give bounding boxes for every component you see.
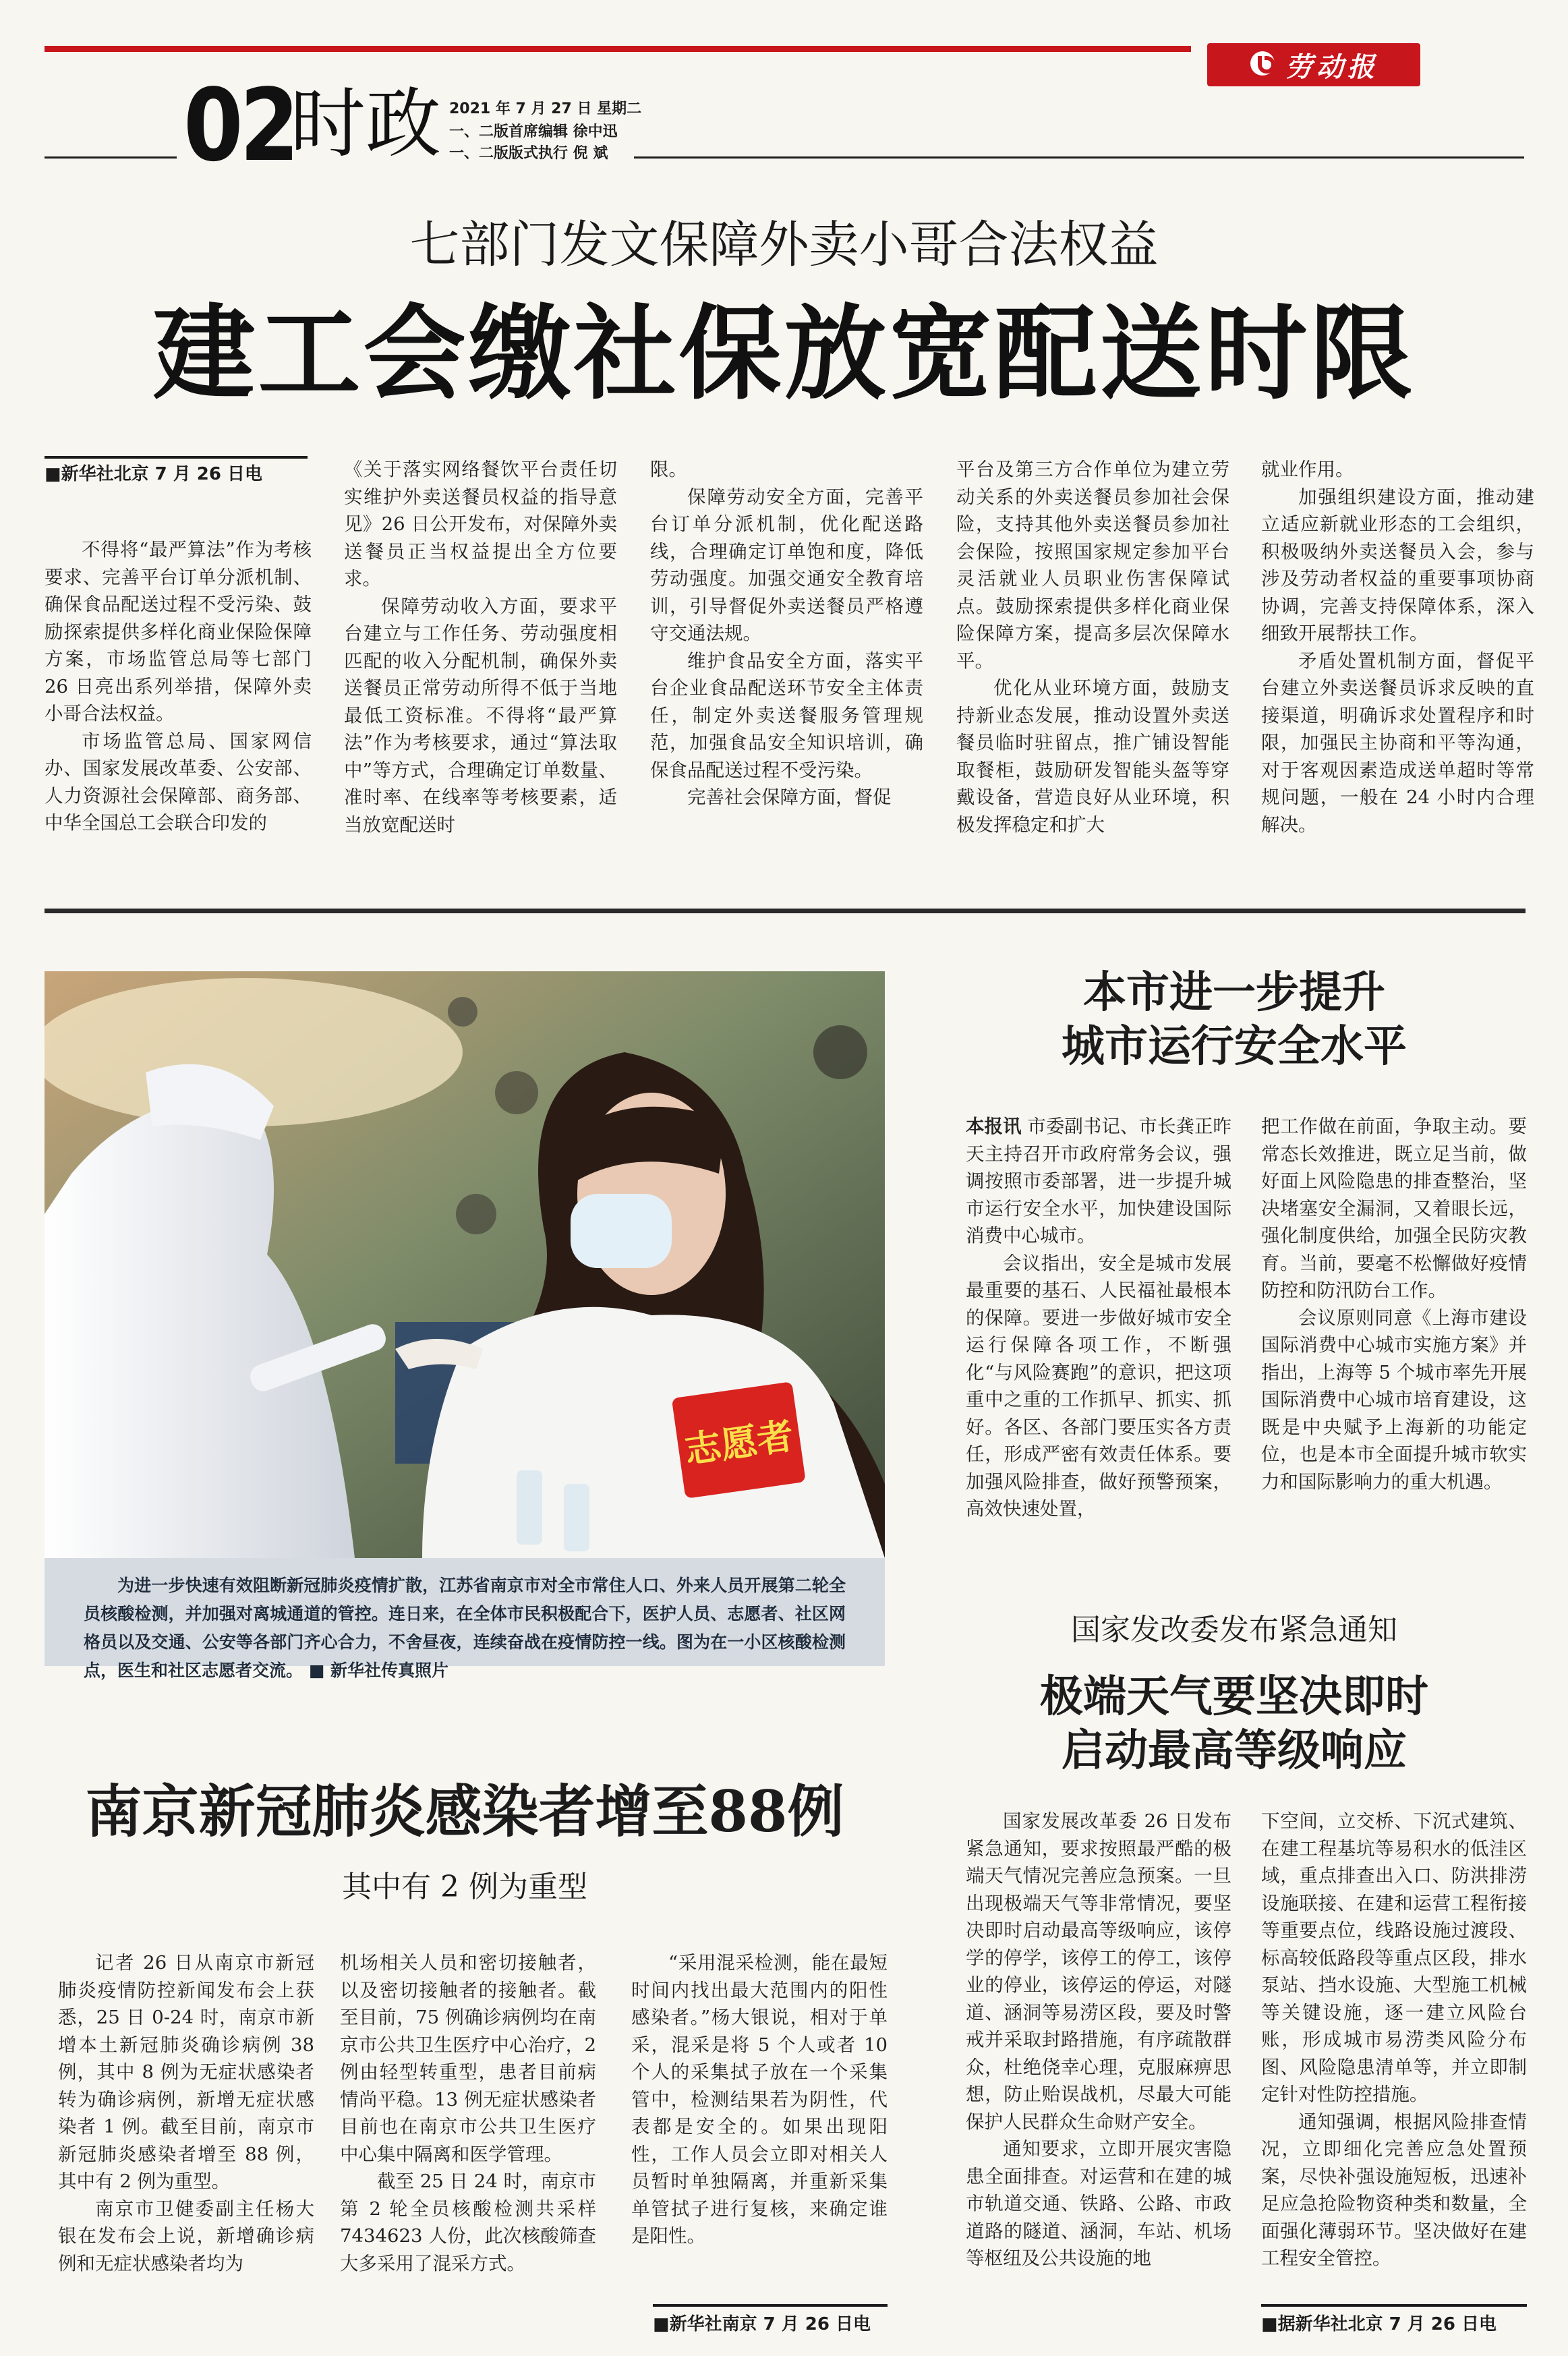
- paragraph: 《关于落实网络餐饮平台责任切实维护外卖送餐员权益的指导意见》26 日公开发布，对保障外卖送餐员正当权益提出全方位要求。: [344, 459, 617, 590]
- masthead-rule-left: [45, 156, 177, 159]
- news-photo-illustration: [45, 971, 885, 1558]
- article1-column-1: [45, 536, 312, 860]
- article1-column-5: [1261, 456, 1534, 861]
- paragraph: 加强组织建设方面，推动建立适应新就业形态的工会组织，积极吸纳外卖送餐员入会，参与涉及劳动者权益的重要事项协商协调，完善支持保障体系，深入细致开展帮扶工作。: [1261, 486, 1534, 644]
- page-number: 02: [183, 67, 296, 183]
- lead-label: 本报讯: [966, 1116, 1022, 1137]
- masthead-editor: 一、二版首席编辑 徐中迅: [449, 123, 618, 140]
- article3-subheadline: 其中有 2 例为重型: [342, 1870, 587, 1904]
- logo-text: 劳动报: [1285, 51, 1378, 83]
- paragraph: 会议指出，安全是城市发展最重要的基石、人民福祉最根本的保障。要进一步做好城市安全运行保障各项工作，不断强化“与风险赛跑”的意识，把这项重中之重的工作抓早、抓实、抓好。各区、各部门要压实各方责任，形成严密有效责任体系。要加强风险排查，做好预警预案，高效快速处置，: [966, 1252, 1231, 1520]
- article2-headline-line1: 本市进一步提升: [1083, 967, 1385, 1018]
- paragraph: 维护食品安全方面，落实平台企业食品配送环节安全主体责任，制定外卖送餐服务管理规范，加强食品安全知识培训，确保食品配送过程不受污染。: [650, 650, 923, 781]
- paragraph: 南京市卫健委副主任杨大银在发布会上说，新增确诊病例和无症状感染者均为: [58, 2197, 314, 2274]
- lead-text: 市委副书记、市长龚正昨天主持召开市政府常务会议，强调按照市委部署，进一步提升城市运行安全水平，加快建设国际消费中心城市。: [966, 1116, 1231, 1246]
- paragraph: 机场相关人员和密切接触者，以及密切接触者的接触者。截至目前，75 例确诊病例均在南京市公共卫生医疗中心治疗，2 例由轻型转重型，患者目前病情尚平稳。13 例无症状感染者目前也在南京市公共卫生医疗中心集中隔离和医学管理。: [340, 1952, 596, 2165]
- armband-label: 志愿者: [682, 1414, 796, 1472]
- paragraph: 截至 25 日 24 时，南京市第 2 轮全员核酸检测共采样 7434623 人份，此次核酸筛查大多采用了混采方式。: [340, 2171, 596, 2274]
- masthead-rule-right: [634, 156, 1524, 159]
- paragraph: 通知要求，立即开展灾害隐患全面排查。对运营和在建的城市轨道交通、铁路、公路、市政道路的隧道、涵洞，车站、机场等枢纽及公共设施的地: [966, 2138, 1231, 2269]
- article1-headline: 建工会缴社保放宽配送时限: [152, 293, 1416, 413]
- paragraph: 国家发展改革委 26 日发布紧急通知，要求按照最严酷的极端天气情况完善应急预案。一旦出现极端天气等非常情况，要坚决即时启动最高等级响应，该停学的停学，该停工的停工，该停业的停业，该停运的停运，对隧道、涵洞等易涝区段，要及时警戒并采取封路措施，有序疏散群众，杜绝侥幸心理，克服麻痹思想，防止贻误战机，尽最大可能保护人民群众生命财产安全。: [966, 1810, 1231, 2133]
- paragraph: 保障劳动收入方面，要求平台建立与工作任务、劳动强度相匹配的收入分配机制，确保外卖送餐员正常劳动所得不低于当地最低工资标准。不得将“最严算法”作为考核要求，通过“算法取中”等方式，合理确定订单数量、准时率、在线率等考核要素，适当放宽配送时: [344, 595, 617, 836]
- article2-headline-line2: 城市运行安全水平: [1062, 1021, 1407, 1072]
- paragraph: 完善社会保障方面，督促: [687, 786, 892, 808]
- newspaper-mark-icon: [1249, 50, 1276, 80]
- article4-dateline: ■据新华社北京 7 月 26 日电: [1261, 2314, 1497, 2334]
- paragraph: 就业作用。: [1261, 459, 1354, 480]
- paragraph: 会议原则同意《上海市建设国际消费中心城市实施方案》并指出，上海等 5 个城市率先开展国际消费中心城市培育建设，这既是中央赋予上海新的功能定位，也是本市全面提升城市软实力和国际影响力的重大机遇。: [1261, 1306, 1527, 1493]
- article4-headline-line1: 极端天气要坚决即时: [1040, 1671, 1428, 1722]
- article1-rule: [45, 456, 308, 459]
- article1-kicker: 七部门发文保障外卖小哥合法权益: [409, 216, 1159, 274]
- section-title: 时政: [290, 80, 441, 168]
- article4-column-1: [966, 1808, 1231, 2308]
- article3-headline: 南京新冠肺炎感染者增至88例: [85, 1778, 844, 1845]
- article4-column-2: [1261, 1808, 1527, 2308]
- article3-column-3: [631, 1949, 888, 2300]
- article1-dateline: ■新华社北京 7 月 26 日电: [45, 464, 263, 484]
- paragraph: “采用混采检测，能在最短时间内找出最大范围内的阳性感染者。”杨大银说，相对于单采，混采是将 5 个人或者 10 个人的采集拭子放在一个采集管中，检测结果若为阴性，代表都是安全的。如果出现阳性，工作人员会立即对相关人员暂时单独隔离，并重新采集单管拭子进行复核，来确定谁是阳性。: [631, 1952, 888, 2247]
- paragraph: 限。: [650, 459, 687, 480]
- section-divider: [45, 909, 1526, 913]
- article2-column-1: [966, 1113, 1231, 1578]
- article1-column-3: [650, 456, 923, 861]
- article1-column-4: [956, 456, 1229, 861]
- paragraph: 平台及第三方合作单位为建立劳动关系的外卖送餐员参加社会保险，支持其他外卖送餐员参加社会保险，按照国家规定参加平台灵活就业人员职业伤害保障试点。鼓励探索提供多样化商业保险保障方案，提高多层次保障水平。: [956, 459, 1229, 672]
- paragraph: 保障劳动安全方面，完善平台订单分派机制，优化配送路线，合理确定订单饱和度，降低劳动强度。加强交通安全教育培训，引导督促外卖送餐员严格遵守交通法规。: [650, 486, 923, 644]
- article4-kicker: 国家发改委发布紧急通知: [1071, 1613, 1397, 1647]
- article1-column-2: [344, 456, 617, 861]
- article3-rule: [653, 2304, 888, 2307]
- article4-rule: [1261, 2304, 1527, 2307]
- caption-text: 为进一步快速有效阻断新冠肺炎疫情扩散，江苏省南京市对全市常住人口、外来人员开展第二轮全员核酸检测，并加强对离城通道的管控。连日来，在全体市民积极配合下，医护人员、志愿者、社区网格员以及交通、公安等各部门齐心合力，不舍昼夜，连续奋战在疫情防控一线。图为在一小区核酸检测点，医生和社区志愿者交流。 ■ 新华社传真照片: [84, 1576, 846, 1680]
- paragraph: 记者 26 日从南京市新冠肺炎疫情防控新闻发布会上获悉，25 日 0-24 时，南京市新增本土新冠肺炎确诊病例 38 例，其中 8 例为无症状感染者转为确诊病例，新增无症状感染者 1 例。截至目前，南京市新冠肺炎感染者增至 88 例，其中有 2 例为重型。: [58, 1952, 314, 2192]
- newspaper-logo: [1207, 43, 1420, 86]
- article3-column-1: [58, 1949, 314, 2314]
- article3-column-2: [340, 1949, 596, 2314]
- paragraph: 通知强调，根据风险排查情况，立即细化完善应急处置预案，尽快补强设施短板，迅速补足应急抢险物资种类和数量，全面强化薄弱环节。坚决做好在建工程安全管控。: [1261, 2110, 1527, 2269]
- photo-caption: [45, 1558, 885, 1680]
- paragraph: 不得将“最严算法”作为考核要求、完善平台订单分派机制、确保食品配送过程不受污染、鼓励探索提供多样化商业保险保障方案，市场监管总局等七部门 26 日亮出系列举措，保障外卖小哥合法权益。: [45, 539, 312, 724]
- paragraph: 下空间，立交桥、下沉式建筑、在建工程基坑等易积水的低洼区域，重点排查出入口、防洪排涝设施联接、在建和运营工程衔接等重要点位，线路设施过渡段、标高较低路段等重点区段，排水泵站、挡水设施、大型施工机械等关键设施，逐一建立风险台账，形成城市易涝类风险分布图、风险隐患清单等，并立即制定针对性防控措施。: [1261, 1810, 1527, 2105]
- paragraph: 把工作做在前面，争取主动。要常态长效推进，既立足当前，做好面上风险隐患的排查整治，坚决堵塞安全漏洞，又着眼长远，强化制度供给，加强全民防灾教育。当前，要毫不松懈做好疫情防控和防汛防台工作。: [1261, 1116, 1527, 1301]
- top-red-rule: [45, 46, 1191, 52]
- article3-dateline: ■新华社南京 7 月 26 日电: [653, 2314, 871, 2334]
- paragraph: 优化从业环境方面，鼓励支持新业态发展，推动设置外卖送餐员临时驻留点，推广铺设智能取餐柜，鼓励研发智能头盔等穿戴设备，营造良好从业环境，积极发挥稳定和扩大: [956, 677, 1229, 836]
- masthead-executor: 一、二版版式执行 倪 斌: [449, 145, 608, 162]
- article4-headline-line2: 启动最高等级响应: [1062, 1725, 1407, 1776]
- paragraph: 市场监管总局、国家网信办、国家发展改革委、公安部、人力资源社会保障部、商务部、中华全国总工会联合印发的: [45, 730, 312, 834]
- article2-column-2: [1261, 1113, 1527, 1578]
- masthead-date: 2021 年 7 月 27 日 星期二: [449, 100, 642, 117]
- news-photo: [45, 971, 885, 1558]
- paragraph: 矛盾处置机制方面，督促平台建立外卖送餐员诉求反映的直接渠道，明确诉求处置程序和时限，加强民主协商和平等沟通，对于客观因素造成送单超时等常规问题，一般在 24 小时内合理解决。: [1261, 650, 1534, 836]
